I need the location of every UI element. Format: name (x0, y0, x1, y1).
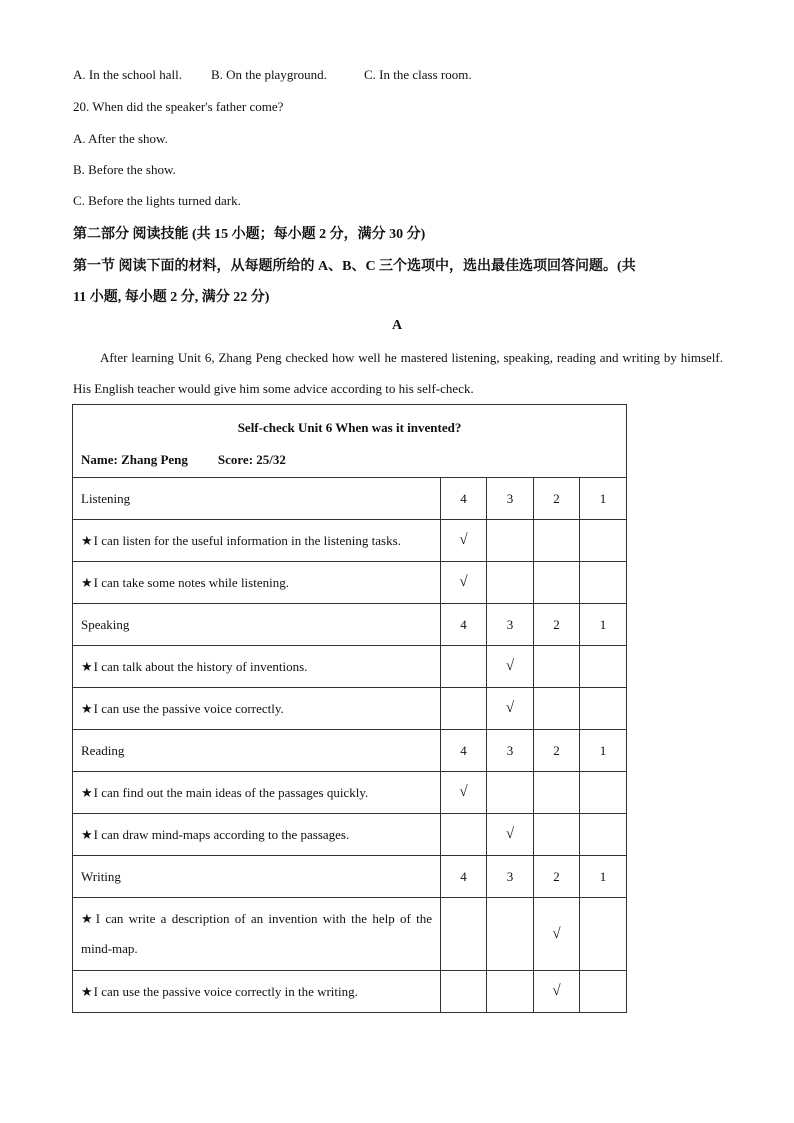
rating-cell-4 (441, 646, 487, 688)
scale-value: 2 (534, 856, 580, 898)
can-do-statement (73, 520, 441, 562)
rating-cell-1 (580, 520, 627, 562)
table-row (73, 646, 627, 688)
rating-cell-4 (441, 520, 487, 562)
option-b: B. On the playground. (211, 67, 327, 82)
scale-value: 4 (441, 478, 487, 520)
statement-text: I can use the passive voice correctly. (93, 700, 284, 716)
rating-cell-2 (534, 971, 580, 1013)
rating-cell-4 (441, 562, 487, 604)
rating-cell-3 (487, 646, 534, 688)
student-name: Name: Zhang Peng (81, 452, 188, 467)
rating-cell-2 (534, 814, 580, 856)
rating-cell-3 (487, 898, 534, 971)
rating-cell-4 (441, 772, 487, 814)
option-a: A. In the school hall. (73, 67, 183, 82)
can-do-statement (73, 562, 441, 604)
rating-cell-3 (487, 772, 534, 814)
table-row (73, 898, 627, 971)
can-do-statement (73, 971, 441, 1013)
rating-cell-4 (441, 971, 487, 1013)
table-title: Self-check Unit 6 When was it invented? (237, 420, 462, 435)
statement-text: I can take some notes while listening. (93, 574, 289, 590)
rating-cell-3 (487, 688, 534, 730)
can-do-statement (73, 898, 441, 971)
check-mark-icon: √ (552, 983, 561, 999)
intro-paragraph-text: After learning Unit 6, Zhang Peng checked how well he mastered listening, speaking, reading and writing by himself. His English teacher would give him some advice according to his self-check. (73, 350, 723, 396)
skill-row-writing (73, 856, 627, 898)
question-19-options (73, 67, 472, 83)
star-icon: ★ (81, 826, 93, 842)
can-do-statement (73, 646, 441, 688)
scale-value: 1 (580, 604, 627, 646)
table-row (73, 688, 627, 730)
question-20: 20. When did the speaker's father come? (73, 99, 284, 114)
statement-text: I can draw mind-maps according to the passages. (93, 826, 350, 842)
statement-text: I can write a description of an invention with the help of the mind-map. (81, 911, 433, 956)
option-c: C. In the class room. (364, 67, 472, 82)
question-20-option-a: A. After the show. (73, 131, 168, 146)
statement-text: I can find out the main ideas of the passages quickly. (93, 784, 369, 800)
table-row (73, 520, 627, 562)
star-icon: ★ (81, 658, 93, 674)
can-do-statement (73, 814, 441, 856)
check-mark-icon: √ (459, 574, 468, 590)
scale-value: 3 (487, 604, 534, 646)
skill-row-speaking (73, 604, 627, 646)
scale-value: 4 (441, 856, 487, 898)
scale-value: 4 (441, 730, 487, 772)
rating-cell-1 (580, 898, 627, 971)
check-mark-icon: √ (459, 784, 468, 800)
scale-value: 3 (487, 856, 534, 898)
skill-name: Reading (73, 730, 441, 772)
rating-cell-3 (487, 562, 534, 604)
section-one-heading-line2: 11 小题, 每小题 2 分, 满分 22 分) (73, 290, 270, 305)
rating-cell-2 (534, 688, 580, 730)
table-row (73, 772, 627, 814)
scale-value: 1 (580, 856, 627, 898)
scale-value: 1 (580, 730, 627, 772)
rating-cell-2 (534, 646, 580, 688)
rating-cell-2 (534, 520, 580, 562)
rating-cell-4 (441, 814, 487, 856)
check-mark-icon: √ (552, 925, 561, 942)
scale-value: 4 (441, 604, 487, 646)
rating-cell-2 (534, 898, 580, 971)
part-two-heading: 第二部分 阅读技能 (共 15 小题；每小题 2 分，满分 30 分) (73, 227, 426, 242)
rating-cell-4 (441, 688, 487, 730)
student-score: Score: 25/32 (217, 452, 286, 467)
star-icon: ★ (81, 911, 95, 926)
rating-cell-1 (580, 688, 627, 730)
question-20-option-c: C. Before the lights turned dark. (73, 193, 241, 208)
star-icon: ★ (81, 532, 93, 548)
statement-text: I can talk about the history of inventions. (93, 658, 308, 674)
rating-cell-4 (441, 898, 487, 971)
section-one-heading-line1: 第一节 阅读下面的材料，从每题所给的 A、B、C 三个选项中，选出最佳选项回答问题。(共 (73, 259, 636, 274)
check-mark-icon: √ (505, 700, 515, 716)
statement-text: I can listen for the useful information in the listening tasks. (93, 532, 401, 548)
rating-cell-1 (580, 646, 627, 688)
scale-value: 2 (534, 478, 580, 520)
check-mark-icon: √ (505, 658, 515, 674)
scale-value: 1 (580, 478, 627, 520)
skill-name: Speaking (73, 604, 441, 646)
rating-cell-1 (580, 971, 627, 1013)
table-header-row (73, 405, 627, 478)
rating-cell-1 (580, 772, 627, 814)
can-do-statement (73, 688, 441, 730)
passage-label: A (391, 318, 403, 333)
star-icon: ★ (81, 574, 93, 590)
scale-value: 3 (487, 730, 534, 772)
scale-value: 3 (487, 478, 534, 520)
table-header-cell (73, 405, 627, 478)
question-20-option-b: B. Before the show. (73, 162, 176, 177)
self-check-table (72, 404, 627, 1013)
scale-value: 2 (534, 604, 580, 646)
statement-text: I can use the passive voice correctly in the writing. (93, 983, 358, 999)
check-mark-icon: √ (505, 826, 515, 842)
table-row (73, 814, 627, 856)
rating-cell-3 (487, 971, 534, 1013)
scale-value: 2 (534, 730, 580, 772)
table-row (73, 562, 627, 604)
rating-cell-1 (580, 814, 627, 856)
check-mark-icon: √ (459, 532, 468, 548)
rating-cell-3 (487, 814, 534, 856)
table-meta (81, 452, 618, 468)
skill-name: Listening (73, 478, 441, 520)
table-row (73, 971, 627, 1013)
star-icon: ★ (81, 784, 93, 800)
rating-cell-2 (534, 772, 580, 814)
skill-name: Writing (73, 856, 441, 898)
rating-cell-2 (534, 562, 580, 604)
star-icon: ★ (81, 983, 93, 999)
rating-cell-3 (487, 520, 534, 562)
star-icon: ★ (81, 700, 93, 716)
skill-row-reading (73, 730, 627, 772)
rating-cell-1 (580, 562, 627, 604)
can-do-statement (73, 772, 441, 814)
intro-paragraph (73, 342, 723, 404)
skill-row-listening (73, 478, 627, 520)
